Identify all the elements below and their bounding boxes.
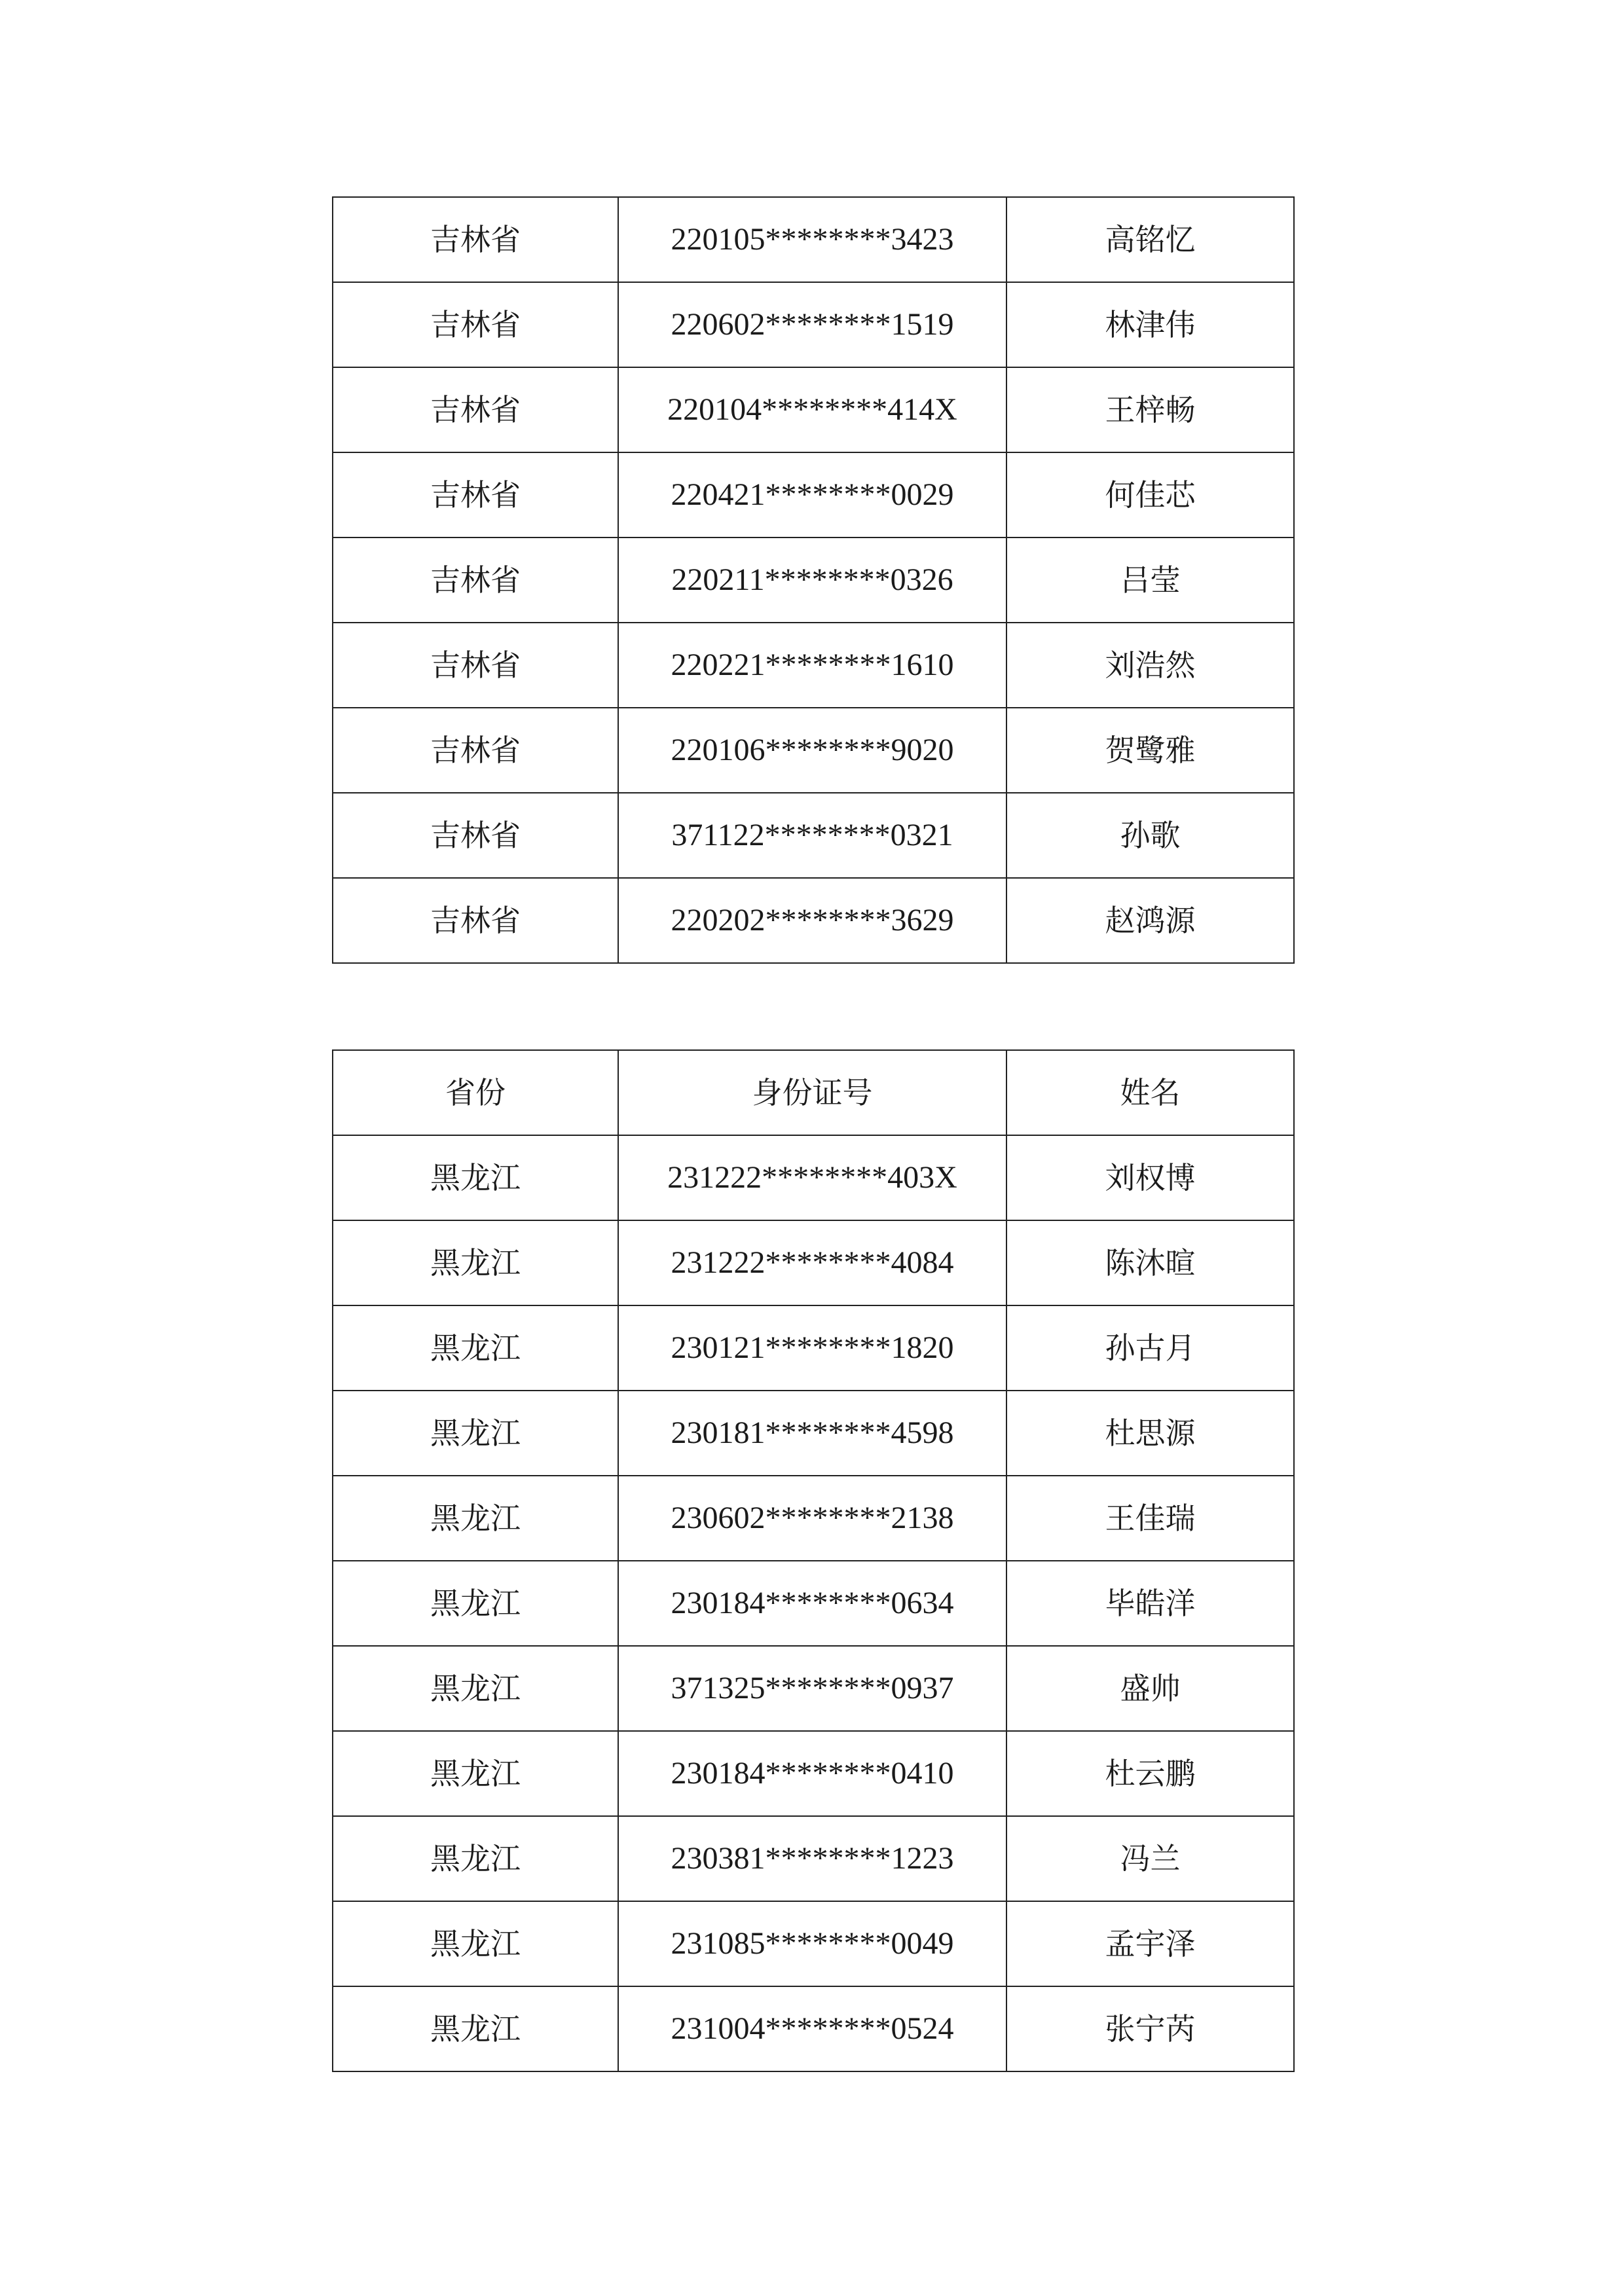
id-number-cell: 371325********0937 — [618, 1646, 1006, 1731]
id-number-cell: 231222********4084 — [618, 1220, 1006, 1305]
name-cell: 孙古月 — [1006, 1305, 1294, 1391]
id-number-cell: 230181********4598 — [618, 1391, 1006, 1476]
name-cell: 王佳瑞 — [1006, 1476, 1294, 1561]
header-name: 姓名 — [1006, 1050, 1294, 1135]
table-row — [333, 1561, 1294, 1646]
table-row — [333, 538, 1294, 623]
id-number-cell: 220221********1610 — [618, 623, 1006, 708]
name-cell: 何佳芯 — [1006, 452, 1294, 538]
table-row — [333, 197, 1294, 282]
id-number-cell: 230602********2138 — [618, 1476, 1006, 1561]
id-number-cell: 220602********1519 — [618, 282, 1006, 367]
province-cell: 吉林省 — [333, 623, 618, 708]
roster-table-jilin — [332, 196, 1295, 964]
id-number-cell: 220211********0326 — [618, 538, 1006, 623]
id-number-cell: 220421********0029 — [618, 452, 1006, 538]
name-cell: 盛帅 — [1006, 1646, 1294, 1731]
province-cell: 吉林省 — [333, 197, 618, 282]
province-cell: 黑龙江 — [333, 1135, 618, 1220]
name-cell: 冯兰 — [1006, 1816, 1294, 1901]
name-cell: 赵鸿源 — [1006, 878, 1294, 963]
name-cell: 林津伟 — [1006, 282, 1294, 367]
roster-table-body — [333, 197, 1294, 963]
table-row — [333, 708, 1294, 793]
header-province: 省份 — [333, 1050, 618, 1135]
province-cell: 吉林省 — [333, 452, 618, 538]
table-row — [333, 1816, 1294, 1901]
id-number-cell: 231222********403X — [618, 1135, 1006, 1220]
table-row — [333, 452, 1294, 538]
id-number-cell: 220104********414X — [618, 367, 1006, 452]
province-cell: 黑龙江 — [333, 1220, 618, 1305]
table-row — [333, 1135, 1294, 1220]
province-cell: 黑龙江 — [333, 1476, 618, 1561]
id-number-cell: 230381********1223 — [618, 1816, 1006, 1901]
table-row — [333, 1391, 1294, 1476]
table-row — [333, 1986, 1294, 2071]
name-cell: 张宁芮 — [1006, 1986, 1294, 2071]
table-row — [333, 878, 1294, 963]
province-cell: 黑龙江 — [333, 1901, 618, 1986]
name-cell: 毕皓洋 — [1006, 1561, 1294, 1646]
province-cell: 吉林省 — [333, 708, 618, 793]
province-cell: 黑龙江 — [333, 1986, 618, 2071]
table-row — [333, 1731, 1294, 1816]
province-cell: 黑龙江 — [333, 1305, 618, 1391]
table-row — [333, 793, 1294, 878]
id-number-cell: 371122********0321 — [618, 793, 1006, 878]
id-number-cell: 231004********0524 — [618, 1986, 1006, 2071]
id-number-cell: 230184********0410 — [618, 1731, 1006, 1816]
id-number-cell: 231085********0049 — [618, 1901, 1006, 1986]
province-cell: 黑龙江 — [333, 1391, 618, 1476]
name-cell: 刘浩然 — [1006, 623, 1294, 708]
id-number-cell: 220202********3629 — [618, 878, 1006, 963]
table-row — [333, 282, 1294, 367]
table-header-row — [333, 1050, 1294, 1135]
name-cell: 杜思源 — [1006, 1391, 1294, 1476]
name-cell: 陈沐暄 — [1006, 1220, 1294, 1305]
roster-table-body — [333, 1050, 1294, 2071]
table-row — [333, 1220, 1294, 1305]
province-cell: 黑龙江 — [333, 1646, 618, 1731]
header-id-number: 身份证号 — [618, 1050, 1006, 1135]
name-cell: 刘权博 — [1006, 1135, 1294, 1220]
table-row — [333, 1476, 1294, 1561]
province-cell: 吉林省 — [333, 878, 618, 963]
table-row — [333, 623, 1294, 708]
name-cell: 孟宇泽 — [1006, 1901, 1294, 1986]
name-cell: 孙歌 — [1006, 793, 1294, 878]
province-cell: 吉林省 — [333, 282, 618, 367]
name-cell: 杜云鹏 — [1006, 1731, 1294, 1816]
name-cell: 贺鹭雅 — [1006, 708, 1294, 793]
table-row — [333, 367, 1294, 452]
table-row — [333, 1646, 1294, 1731]
province-cell: 吉林省 — [333, 538, 618, 623]
name-cell: 王梓畅 — [1006, 367, 1294, 452]
name-cell: 吕莹 — [1006, 538, 1294, 623]
province-cell: 吉林省 — [333, 793, 618, 878]
table-row — [333, 1305, 1294, 1391]
id-number-cell: 230121********1820 — [618, 1305, 1006, 1391]
id-number-cell: 220105********3423 — [618, 197, 1006, 282]
province-cell: 黑龙江 — [333, 1561, 618, 1646]
table-row — [333, 1901, 1294, 1986]
id-number-cell: 230184********0634 — [618, 1561, 1006, 1646]
province-cell: 黑龙江 — [333, 1816, 618, 1901]
province-cell: 黑龙江 — [333, 1731, 618, 1816]
province-cell: 吉林省 — [333, 367, 618, 452]
id-number-cell: 220106********9020 — [618, 708, 1006, 793]
roster-table-heilongjiang — [332, 1049, 1295, 2072]
name-cell: 高铭忆 — [1006, 197, 1294, 282]
